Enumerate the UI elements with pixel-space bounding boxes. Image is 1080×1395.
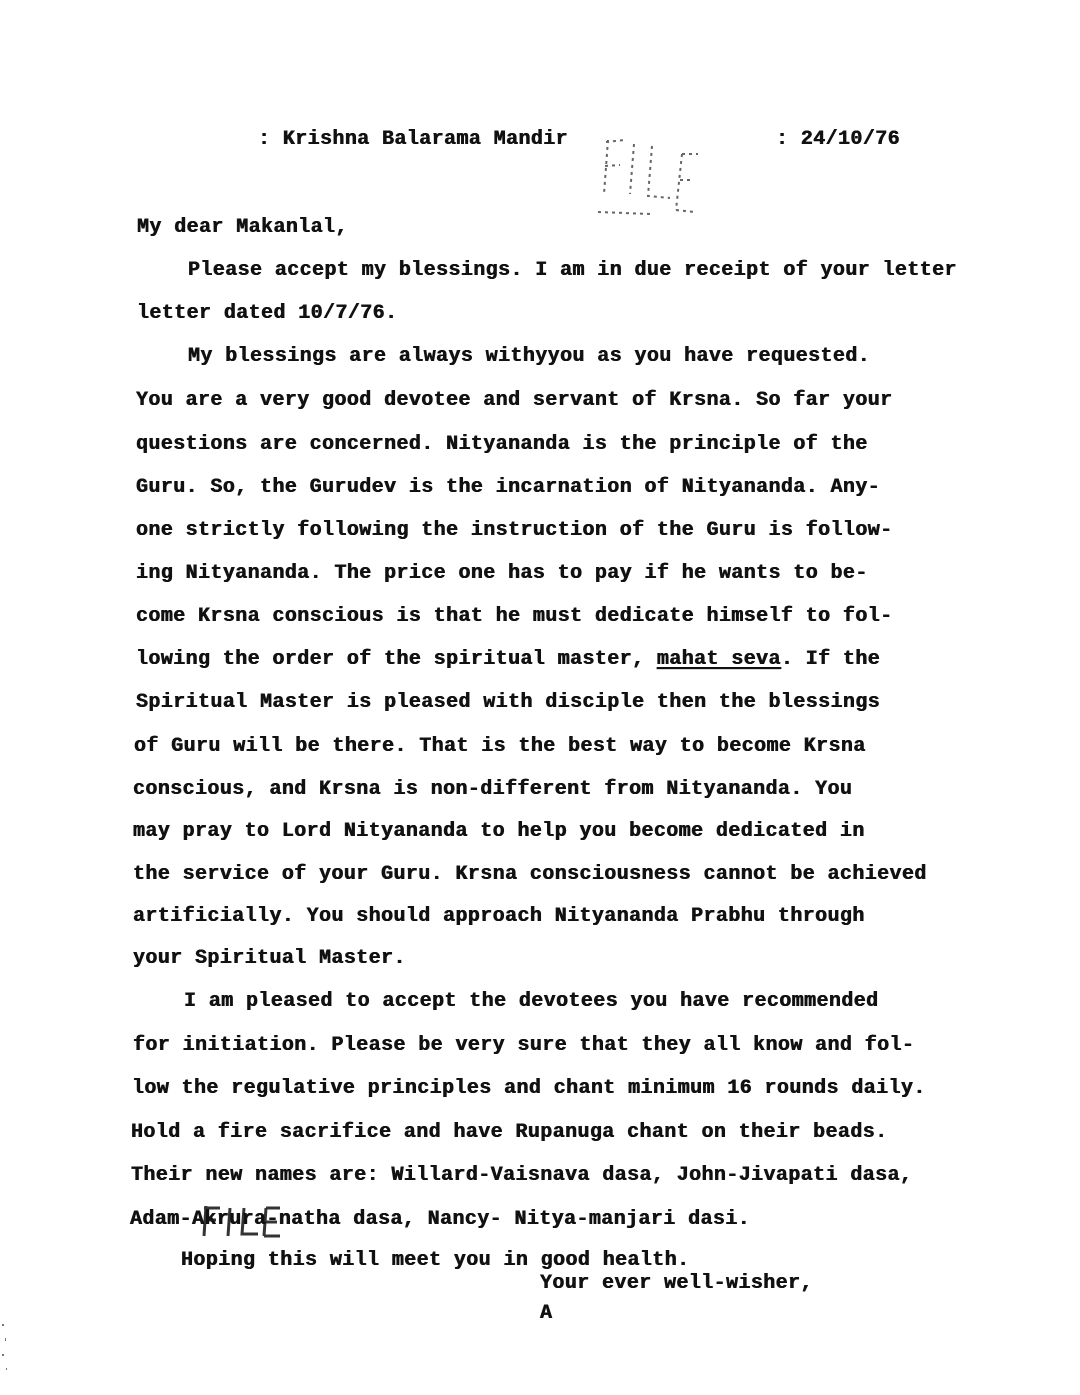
paragraph-2-line: your Spiritual Master. [133, 947, 406, 970]
paragraph-2-line: Guru. So, the Gurudev is the incarnation of Nityananda. Any- [136, 476, 881, 499]
paragraph-3-line: low the regulative principles and chant minimum 16 rounds daily. [132, 1077, 926, 1100]
paragraph-3-line: for initiation. Please be very sure that they all know and fol- [133, 1034, 915, 1057]
paragraph-1-line: Please accept my blessings. I am in due receipt of your letter [188, 259, 957, 282]
paragraph-2-line: My blessings are always withyyou as you have requested. [188, 345, 871, 368]
paragraph-2-line: come Krsna conscious is that he must dedicate himself to fol- [136, 605, 893, 628]
closing-well-wisher: Your ever well-wisher, [540, 1272, 813, 1295]
paragraph-1-line: letter dated 10/7/76. [137, 302, 398, 325]
closing-line: Hoping this will meet you in good health. [181, 1249, 690, 1272]
file-stamp-small [200, 1200, 285, 1240]
paragraph-2-line: questions are concerned. Nityananda is the principle of the [136, 433, 868, 456]
paragraph-3-line: Adam-Akrura-natha dasa, Nancy- Nitya-manjari dasi. [130, 1208, 751, 1231]
paragraph-2-line: the service of your Guru. Krsna consciousness cannot be achieved [133, 863, 927, 886]
paragraph-3-line: Their new names are: Willard-Vaisnava dasa, John-Jivapati dasa, [131, 1164, 913, 1187]
margin-marks [0, 1320, 14, 1380]
paragraph-2-line: of Guru will be there. That is the best way to become Krsna [134, 735, 866, 758]
line-text: . If the [780, 648, 881, 671]
paragraph-2-line: You are a very good devotee and servant of Krsna. So far your [136, 389, 893, 412]
letter-date: : 24/10/76 [776, 128, 901, 151]
paragraph-2-line [136, 648, 880, 672]
paragraph-2-line: Spiritual Master is pleased with disciple then the blessings [136, 691, 881, 714]
paragraph-3-line: I am pleased to accept the devotees you have recommended [184, 990, 879, 1013]
paragraph-2-line: ing Nityananda. The price one has to pay if he wants to be- [136, 562, 868, 585]
file-stamp [590, 132, 700, 227]
paragraph-2-line: one strictly following the instruction of the Guru is follow- [136, 519, 893, 542]
line-text: lowing the order of the spiritual master, [136, 648, 657, 671]
underlined-phrase: mahat seva [656, 648, 781, 671]
paragraph-2-line: artificially. You should approach Nityananda Prabhu through [133, 905, 865, 928]
signature-initial: A [540, 1302, 553, 1325]
paragraph-2-line: may pray to Lord Nityananda to help you become dedicated in [133, 820, 865, 843]
letter-place: : Krishna Balarama Mandir [258, 128, 569, 151]
paragraph-3-line: Hold a fire sacrifice and have Rupanuga chant on their beads. [131, 1121, 888, 1144]
salutation: My dear Makanlal, [137, 216, 348, 239]
paragraph-2-line: conscious, and Krsna is non-different from Nityananda. You [133, 778, 853, 801]
